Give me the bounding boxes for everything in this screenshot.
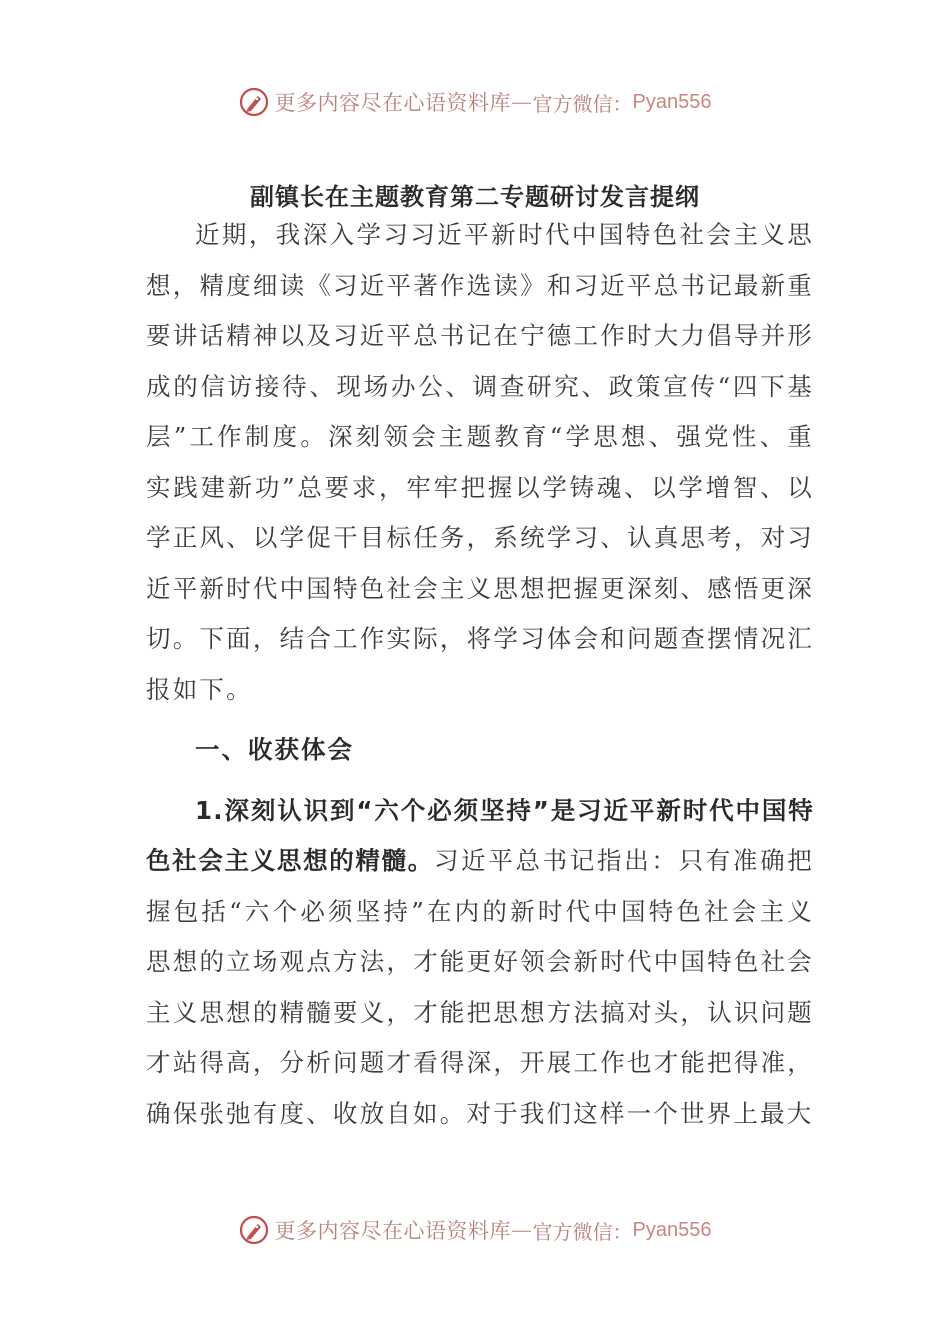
banner-text: 更多内容尽在心语资料库: [274, 91, 512, 115]
section-heading: 一、收获体会: [195, 735, 354, 764]
banner-wechat-id: Pyan556: [632, 90, 712, 113]
footer-banner: [0, 1210, 950, 1250]
document-body: [146, 210, 814, 1139]
intro-paragraph: 近期，我深入学习习近平新时代中国特色社会主义思想，精度细读《习近平著作选读》和习近平总书记最新重要讲话精神以及习近平总书记在宁德工作时大力倡导并形成的信访接待、现场办公、调查研究、政策宣传“四下基层”工作制度。深刻领会主题教育“学思想、强党性、重实践建新功”总要求，牢牢把握以学铸魂、以学增智、以学正风、以学促干目标任务，系统学习、认真思考，对习近平新时代中国特色社会主义思想把握更深刻、感悟更深切。下面，结合工作实际，将学习体会和问题查摆情况汇报如下。: [146, 220, 814, 704]
item-paragraph: [146, 786, 814, 1140]
pen-nib-logo-icon: [239, 1215, 269, 1245]
pen-nib-logo-icon: [239, 87, 269, 117]
banner-text: 更多内容尽在心语资料库: [274, 1219, 512, 1243]
banner-wechat-label: 官方微信：: [532, 1219, 633, 1244]
banner-dash: —: [511, 1218, 533, 1242]
item-title: 1.深刻认识到“六个必须坚持”是习近平新时代中国特色社会主义思想的精髓。: [146, 795, 814, 875]
banner-dash: —: [511, 90, 533, 114]
document-title: 副镇长在主题教育第二专题研讨发言提纲: [250, 183, 700, 211]
item-body: 习近平总书记指出：只有准确把握包括“六个必须坚持”在内的新时代中国特色社会主义思想的立场观点方法，才能更好领会新时代中国特色社会主义思想的精髓要义，才能把思想方法搞对头，认识问题才站得高，分析问题才看得深，开展工作也才能把得准，确保张弛有度、收放自如。对于我们这样一个世界上最大: [146, 846, 814, 1128]
banner-wechat-label: 官方微信：: [532, 91, 633, 116]
banner-wechat-id: Pyan556: [632, 1218, 712, 1241]
header-banner: [0, 82, 950, 122]
